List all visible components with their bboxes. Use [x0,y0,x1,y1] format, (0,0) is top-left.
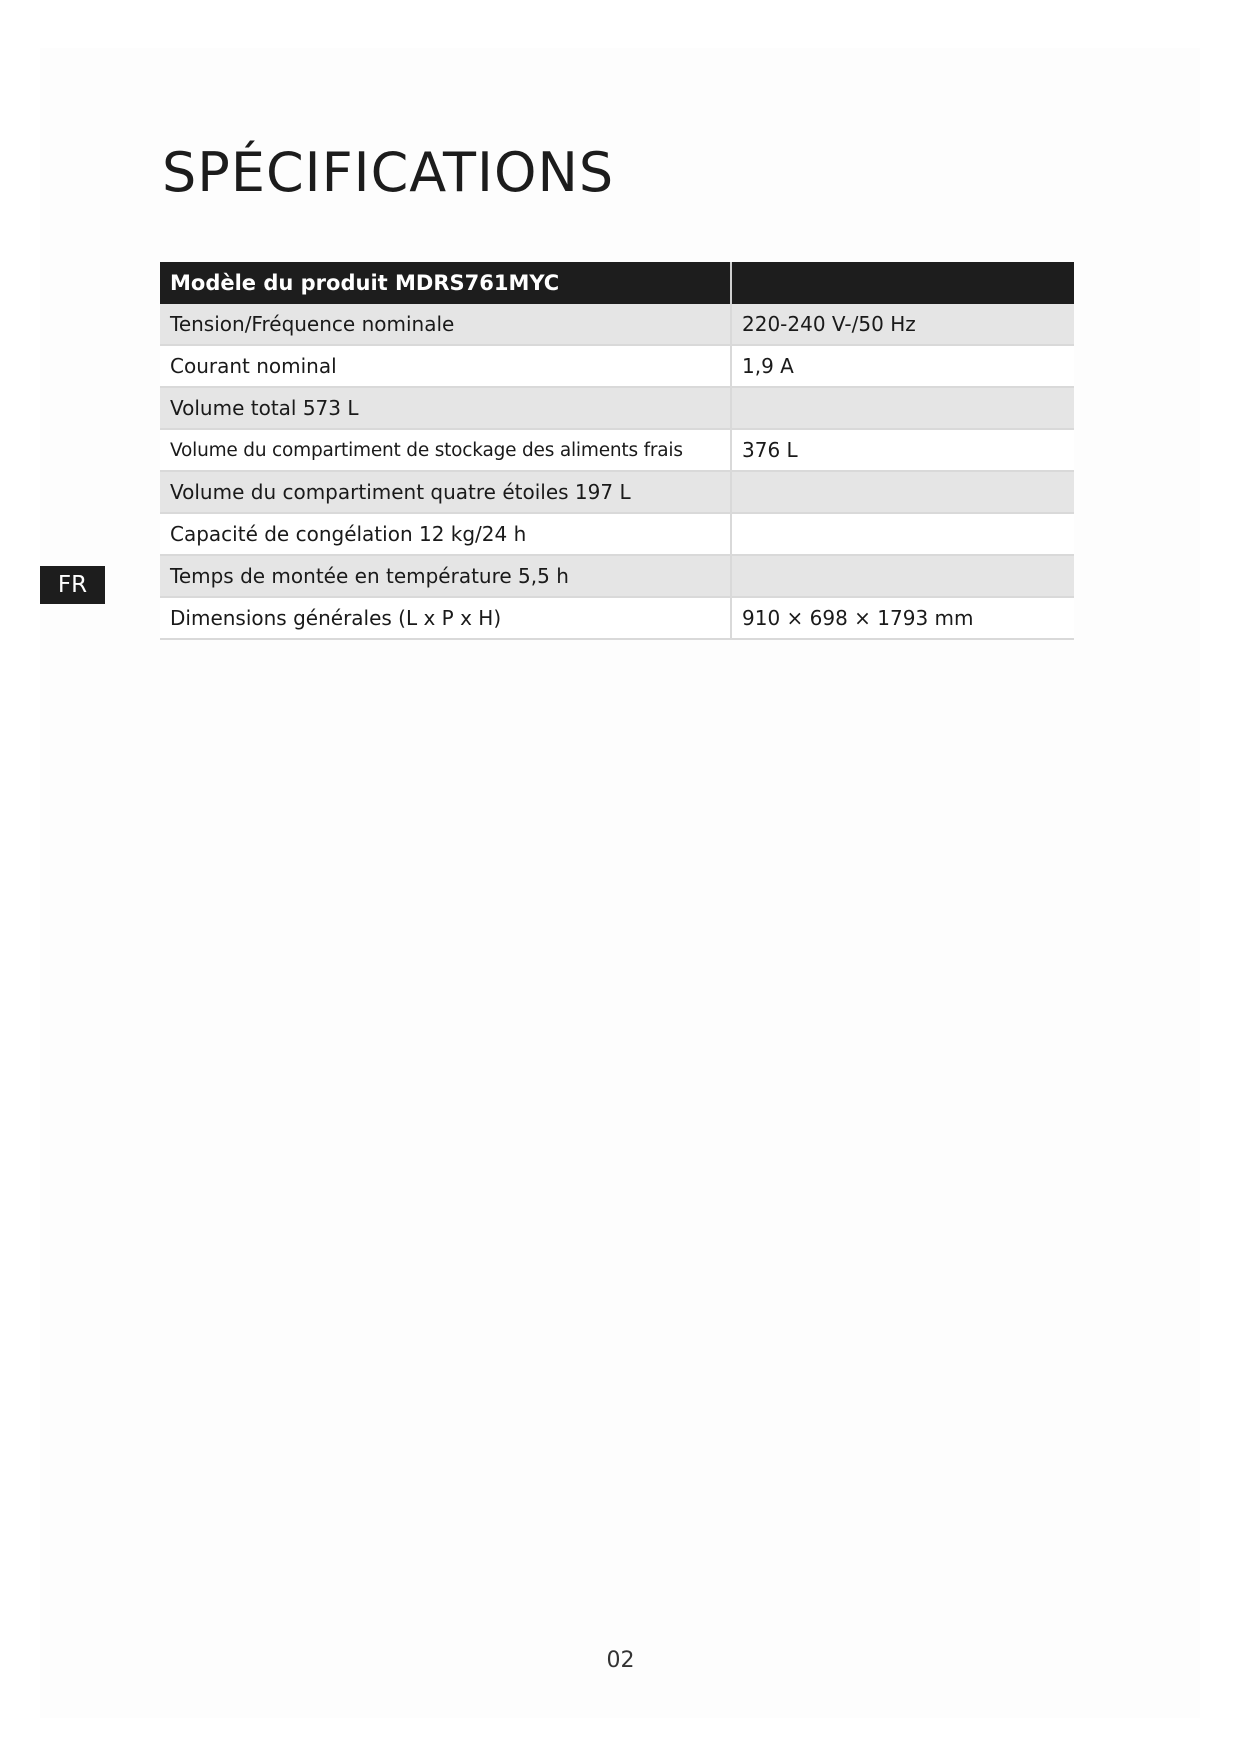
spec-value: 1,9 A [731,345,1074,387]
table-row [160,429,1074,471]
spec-label: Temps de montée en température 5,5 h [160,555,731,597]
spec-label: Tension/Fréquence nominale [160,304,731,345]
model-label: Modèle du produit MDRS761MYC [160,262,731,304]
spec-value [731,513,1074,555]
spec-value [731,471,1074,513]
spec-label: Volume du compartiment quatre étoiles 197 L [160,471,731,513]
spec-value: 220-240 V-/50 Hz [731,304,1074,345]
specifications-table [160,262,1074,640]
spec-value: 376 L [731,429,1074,471]
table-row [160,471,1074,513]
spec-label: Capacité de congélation 12 kg/24 h [160,513,731,555]
table-row [160,304,1074,345]
page-number: 02 [606,1648,635,1673]
spec-value [731,555,1074,597]
spec-label: Dimensions générales (L x P x H) [160,597,731,639]
page-title: SPÉCIFICATIONS [162,141,615,204]
table-row [160,345,1074,387]
table-row [160,597,1074,639]
spec-value [731,387,1074,429]
table-row [160,387,1074,429]
model-value [731,262,1074,304]
spec-label: Volume total 573 L [160,387,731,429]
table-row [160,513,1074,555]
language-tab: FR [40,566,105,604]
table-row [160,555,1074,597]
spec-value: 910 × 698 × 1793 mm [731,597,1074,639]
spec-label: Volume du compartiment de stockage des aliments frais [160,429,731,471]
table-header-row [160,262,1074,304]
spec-label: Courant nominal [160,345,731,387]
